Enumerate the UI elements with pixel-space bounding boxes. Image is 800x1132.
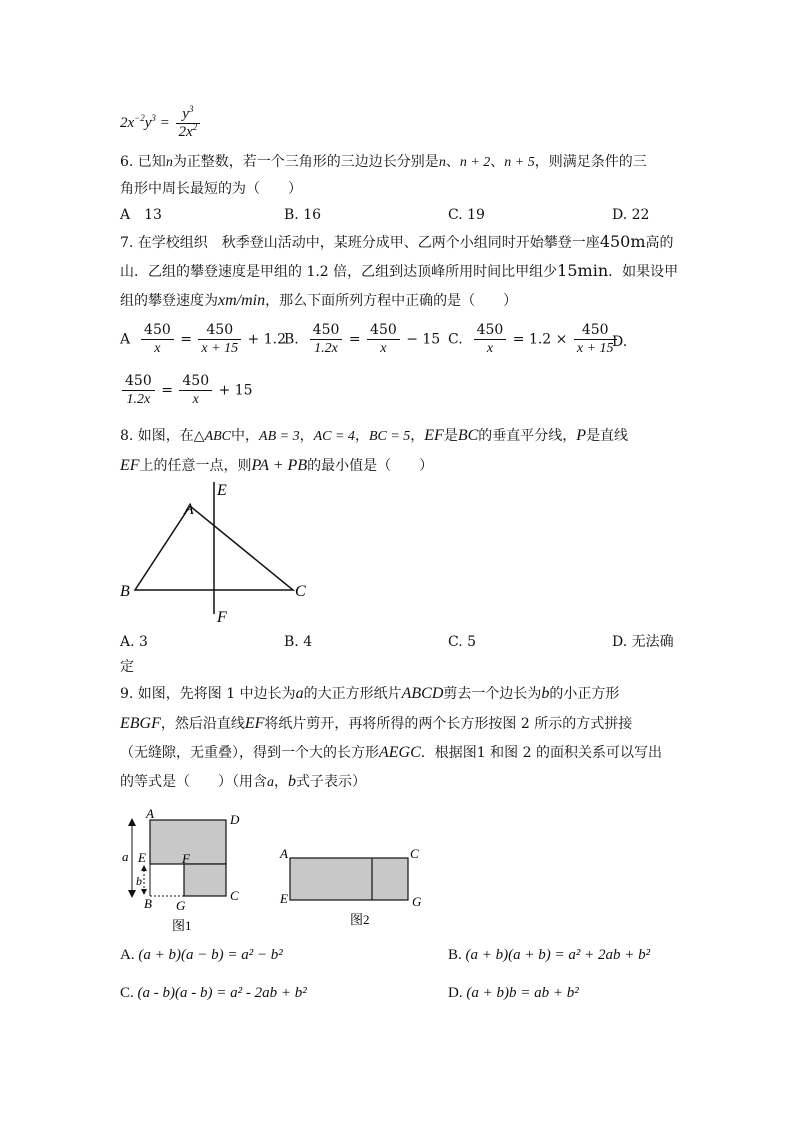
q8-option-d-wrap: 定 — [120, 659, 134, 675]
q8-option-d[interactable]: D. 无法确 — [612, 634, 674, 650]
text: 6. 已知 — [120, 154, 166, 170]
q8-line-1 — [120, 426, 628, 447]
text: ，然后沿直线 — [160, 716, 245, 732]
q8-option-c[interactable]: C. 5 — [448, 634, 477, 650]
exponent: 2 — [192, 122, 198, 132]
text: 将纸片剪开，再将所得的两个长方形按图 2 所示的方式拼接 — [264, 716, 633, 732]
label-g: G — [176, 898, 186, 913]
arrow-up-icon — [141, 865, 147, 871]
denominator: x — [192, 392, 199, 407]
text: 是 — [443, 428, 458, 444]
q9-line-3 — [120, 743, 662, 763]
text: 的最小值是（ ） — [307, 458, 434, 474]
variable: n — [165, 155, 173, 170]
q9-line-4 — [120, 772, 366, 793]
expression: AB = 3 — [259, 429, 300, 444]
text: 、 — [490, 154, 505, 170]
text: 高的 — [645, 235, 674, 251]
label-f: F — [217, 609, 227, 626]
numerator: 450 — [574, 322, 617, 340]
combined-rectangle-aegc — [290, 858, 408, 900]
exponent: −2 — [134, 112, 145, 123]
denominator: 1.2x — [126, 392, 151, 407]
text: ， — [354, 428, 369, 444]
variable: a — [295, 685, 304, 702]
label-a: A — [280, 846, 288, 861]
equals-sign: = — [348, 331, 361, 348]
text: ．如果设甲 — [608, 264, 679, 280]
variable: ABCD — [401, 685, 444, 702]
text: 为正整数，若一个三角形的三边边长分别是 — [172, 154, 439, 170]
label-a: A — [184, 501, 194, 518]
label-b: B — [120, 583, 130, 600]
label-g: G — [412, 894, 422, 909]
label-c: C — [295, 583, 306, 600]
text: 的大正方形纸片 — [303, 686, 402, 702]
expression-tail: + 1.2 — [247, 331, 286, 348]
q7-line-3 — [120, 291, 517, 311]
denominator: 2x — [178, 124, 193, 140]
numerator: 450 — [122, 373, 155, 391]
q6-line-1 — [120, 152, 647, 173]
variable: AEGC — [379, 744, 421, 761]
text: 9. 如图，先将图 1 中边长为 — [120, 686, 296, 702]
q8-line-2 — [120, 456, 433, 476]
text: ， — [410, 428, 425, 444]
text: 的垂直平分线， — [478, 428, 577, 444]
option-label: A — [120, 331, 131, 348]
option-label: C. — [448, 331, 463, 348]
q9-option-c[interactable] — [120, 983, 307, 1003]
text: 的小正方形 — [549, 686, 620, 702]
figure-2 — [274, 840, 434, 930]
q8-option-b[interactable]: B. 4 — [284, 634, 313, 650]
equals-sign: = — [159, 114, 170, 131]
option-label: B. — [448, 947, 462, 963]
equals-sign: = — [161, 382, 173, 399]
label-e: E — [280, 891, 288, 906]
q6-option-a[interactable]: A 13 — [120, 207, 162, 223]
expression-tail: − 15 — [406, 331, 441, 348]
numerator: y — [182, 106, 189, 122]
option-label: B. — [284, 331, 299, 348]
q8-option-a[interactable]: A. 3 — [120, 634, 148, 650]
variable: EF — [424, 427, 444, 444]
option-expression: (a + b)(a + b) = a² + 2ab + b² — [465, 947, 651, 963]
numerator: 450 — [141, 322, 174, 340]
q9-line-2 — [120, 714, 632, 734]
label-b: B — [144, 896, 152, 911]
exponent: 3 — [151, 112, 156, 123]
equation-term: y — [144, 114, 152, 131]
arrow-up-icon — [128, 818, 136, 826]
denominator: x — [154, 341, 161, 356]
variable: EBGF — [120, 715, 161, 732]
expression-tail: + 15 — [218, 382, 253, 399]
value: xm/min — [218, 292, 266, 309]
text: 、 — [445, 154, 460, 170]
q9-option-b[interactable] — [448, 945, 650, 965]
denominator: x + 15 — [201, 341, 239, 356]
q7-option-d-label[interactable]: D. — [612, 334, 628, 350]
text: 组的攀登速度为 — [120, 293, 218, 309]
label-c: C — [230, 888, 239, 903]
text: 式子表示） — [296, 774, 366, 790]
value: 15min — [557, 261, 609, 280]
text: ， — [299, 428, 314, 444]
expression: n + 2 — [459, 155, 491, 170]
variable: P — [576, 427, 587, 444]
exponent: 3 — [188, 104, 194, 114]
label-d: D — [230, 812, 240, 827]
text: 8. 如图，在△ — [120, 428, 205, 444]
variable: BC — [457, 427, 479, 444]
text: ，那么下面所列方程中正确的是（ ） — [265, 293, 518, 309]
option-label: C. — [120, 985, 134, 1001]
text: ，则满足条件的三 — [534, 154, 647, 170]
equals-sign: = — [180, 331, 192, 348]
text: （无缝隙，无重叠），得到一个大的长方形 — [120, 745, 379, 761]
denominator: x — [380, 341, 387, 356]
expression: PA + PB — [251, 457, 308, 474]
q6-option-d[interactable]: D. 22 — [612, 207, 650, 223]
q9-line-1 — [120, 684, 619, 704]
option-label: D. — [448, 985, 463, 1001]
label-c: C — [410, 846, 419, 861]
variable: b — [541, 685, 550, 702]
numerator: 450 — [198, 322, 241, 340]
option-expression: (a + b)(a − b) = a² − b² — [138, 947, 283, 963]
text: ．根据图1 和图 2 的面积关系可以写出 — [420, 745, 662, 761]
label-e: E — [138, 850, 146, 865]
expression: AC = 4 — [313, 429, 355, 444]
text: 山．乙组的攀登速度是甲组的 1.2 倍，乙组到达顶峰所用时间比甲组少 — [120, 264, 558, 280]
text: 是直线 — [586, 428, 629, 444]
q7-option-a[interactable] — [120, 322, 286, 357]
label-side-b: b — [136, 874, 142, 888]
q9-option-d[interactable] — [448, 983, 579, 1003]
denominator: x — [486, 341, 494, 356]
prev-answer-equation — [120, 106, 202, 141]
label-f: F — [182, 851, 190, 866]
triangle-figure — [110, 478, 330, 628]
variable: EF — [244, 715, 265, 732]
variable: b — [288, 773, 296, 790]
option-expression: (a + b)b = ab + b² — [466, 985, 579, 1001]
text: 7. 在学校组织 秋季登山活动中，某班分成甲、乙两个小组同时开始攀登一座 — [120, 235, 600, 251]
numerator: 450 — [179, 373, 212, 391]
denominator: 1.2x — [314, 341, 338, 356]
figure-1 — [118, 806, 258, 936]
text: 上的任意一点，则 — [139, 458, 252, 474]
variable: ABC — [204, 429, 232, 444]
expression: BC = 5 — [368, 429, 411, 444]
value: 450m — [599, 232, 646, 251]
label-a: A — [146, 806, 154, 821]
fraction — [176, 106, 201, 141]
variable: n — [438, 155, 446, 170]
q7-option-d[interactable] — [120, 373, 253, 408]
q9-option-a[interactable] — [120, 945, 283, 965]
numerator: 450 — [474, 322, 507, 340]
text: 剪去一个边长为 — [443, 686, 542, 702]
q6-option-b[interactable]: B. 16 — [284, 207, 322, 223]
text: 的等式是（ ）（用含 — [120, 774, 267, 790]
text: 中， — [231, 428, 260, 444]
q7-line-2 — [120, 261, 678, 282]
option-label: A. — [120, 947, 135, 963]
arrow-down-icon — [141, 889, 147, 895]
figure-caption: 图2 — [350, 912, 370, 927]
text: ， — [274, 774, 288, 790]
arrow-down-icon — [128, 890, 136, 898]
equation-term: 2x — [120, 114, 135, 131]
q6-line-2: 角形中周长最短的为（ ） — [120, 181, 302, 197]
q7-line-1 — [120, 232, 674, 253]
option-expression: (a - b)(a - b) = a² - 2ab + b² — [137, 985, 307, 1001]
numerator: 450 — [367, 322, 400, 340]
cut-rectangle-bottom — [184, 864, 226, 896]
variable: EF — [120, 457, 140, 474]
label-e: E — [217, 482, 227, 499]
numerator: 450 — [310, 322, 343, 340]
equals-sign: = 1.2 × — [512, 331, 568, 348]
variable: a — [267, 775, 274, 790]
expression: n + 5 — [504, 155, 535, 170]
denominator: x + 15 — [576, 341, 614, 356]
q6-option-c[interactable]: C. 19 — [448, 207, 485, 223]
label-side-a: a — [122, 849, 129, 864]
figure-caption: 图1 — [172, 918, 192, 933]
q7-option-b[interactable] — [284, 322, 440, 357]
q7-option-c[interactable] — [448, 322, 619, 357]
